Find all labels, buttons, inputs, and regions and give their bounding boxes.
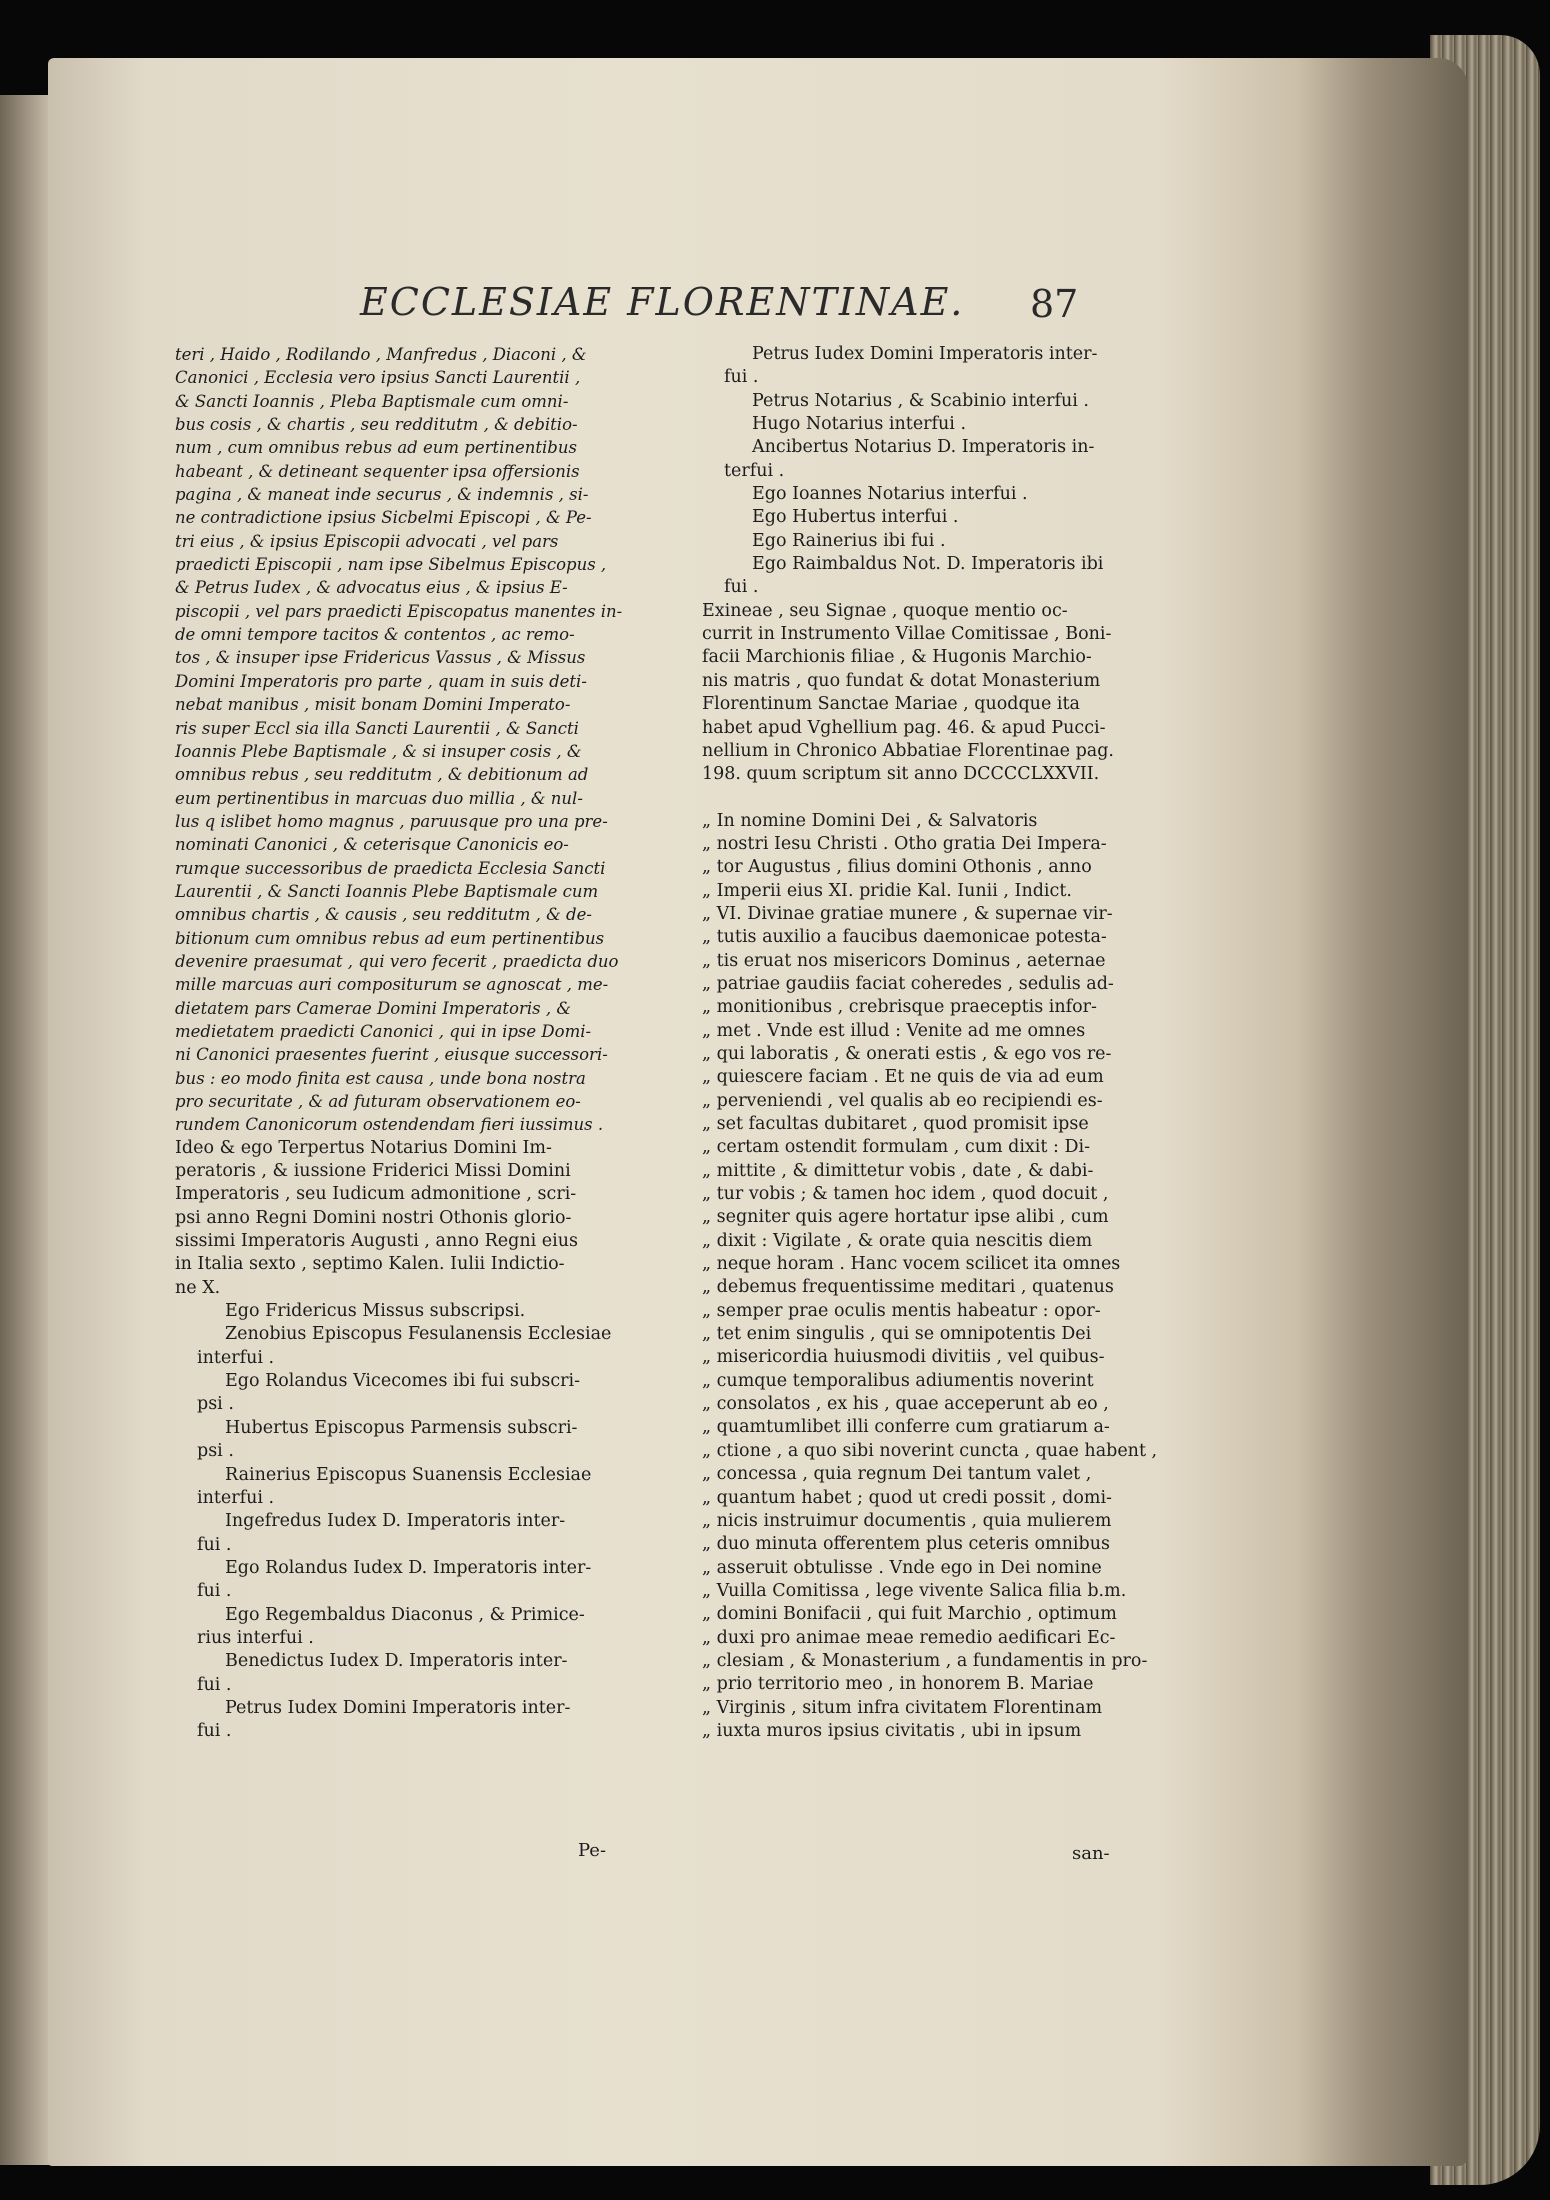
text-line: 198. quum scriptum sit anno DCCCCLXXVII. xyxy=(702,764,1100,785)
text-line: „ domini Bonifacii , qui fuit Marchio , optimum xyxy=(702,1604,1117,1625)
text-line: Ego Regembaldus Diaconus , & Primice- xyxy=(225,1604,585,1625)
text-line: num , cum omnibus rebus ad eum pertinentibus xyxy=(175,438,577,458)
text-line: Imperatoris , seu Iudicum admonitione , scri- xyxy=(175,1184,577,1205)
text-line: ni Canonici praesentes fuerint , eiusque successori- xyxy=(175,1045,608,1065)
text-line: & Petrus Iudex , & advocatus eius , & ipsius E- xyxy=(175,578,568,598)
text-line: pro securitate , & ad futuram observationem eo- xyxy=(175,1092,581,1111)
text-line: „ misericordia huiusmodi divitiis , vel quibus- xyxy=(702,1347,1105,1368)
right-catchword: san- xyxy=(1072,1843,1110,1864)
text-line: piscopii , vel pars praedicti Episcopatus manentes in- xyxy=(175,601,623,621)
text-line: „ neque horam . Hanc vocem scilicet ita omnes xyxy=(702,1254,1121,1275)
text-line: „ perveniendi , vel qualis ab eo recipiendi es- xyxy=(702,1090,1103,1111)
text-line: „ prio territorio meo , in honorem B. Mariae xyxy=(702,1674,1094,1695)
text-line: „ Vuilla Comitissa , lege vivente Salica filia b.m. xyxy=(702,1580,1127,1601)
text-line: pagina , & maneat inde securus , & indemnis , si- xyxy=(175,485,589,505)
text-line: „ mittite , & dimittetur vobis , date , & dabi- xyxy=(702,1160,1094,1181)
text-line: Rainerius Episcopus Suanensis Ecclesiae xyxy=(225,1464,592,1485)
text-line: interfui . xyxy=(197,1347,275,1368)
text-line: Ego Fridericus Missus subscripsi. xyxy=(225,1301,526,1322)
text-line: „ set facultas dubitaret , quod promisit ipse xyxy=(702,1114,1089,1134)
text-line: & Sancti Ioannis , Pleba Baptismale cum omni- xyxy=(175,391,569,411)
text-line: „ duo minuta offerentem plus ceteris omnibus xyxy=(702,1534,1110,1555)
text-line: in Italia sexto , septimo Kalen. Iulii Indictio- xyxy=(175,1254,565,1275)
text-line: Ingefredus Iudex D. Imperatoris inter- xyxy=(225,1511,566,1532)
text-line: Ego Rolandus Vicecomes ibi fui subscri- xyxy=(225,1371,580,1392)
text-line: devenire praesumat , qui vero fecerit , praedicta duo xyxy=(175,951,619,971)
text-line: psi . xyxy=(197,1394,234,1415)
text-line: nebat manibus , misit bonam Domini Imperato- xyxy=(175,695,571,715)
right-column xyxy=(702,343,1157,1743)
text-line: Ego Raimbaldus Not. D. Imperatoris ibi xyxy=(752,554,1104,575)
text-line: „ iuxta muros ipsius civitatis , ubi in ipsum xyxy=(702,1720,1082,1741)
text-line: „ certam ostendit formulam , cum dixit : Di- xyxy=(702,1137,1090,1158)
text-line: „ segniter quis agere hortatur ipse alibi , cum xyxy=(702,1207,1109,1228)
left-catchword: Pe- xyxy=(578,1840,607,1861)
text-line: „ quiescere faciam . Et ne quis de via ad eum xyxy=(702,1067,1104,1088)
text-line: „ tor Augustus , filius domini Othonis , anno xyxy=(702,857,1092,878)
text-line: „ duxi pro animae meae remedio aedificari Ec- xyxy=(702,1627,1116,1648)
text-line: Petrus Iudex Domini Imperatoris inter- xyxy=(752,344,1098,364)
text-line: currit in Instrumento Villae Comitissae , Boni- xyxy=(702,624,1112,645)
text-line: bus cosis , & chartis , seu redditutm , & debitio- xyxy=(175,415,578,435)
text-line: Florentinum Sanctae Mariae , quodque ita xyxy=(702,694,1080,715)
left-column xyxy=(175,343,640,1744)
text-line: fui . xyxy=(197,1674,232,1695)
text-line: „ qui laboratis , & onerati estis , & ego vos re- xyxy=(702,1043,1112,1064)
text-line: Laurentii , & Sancti Ioannis Plebe Baptismale cum xyxy=(175,881,599,901)
text-line: „ ctione , a quo sibi noverint cuncta , quae habent , xyxy=(702,1440,1158,1461)
text-line: psi . xyxy=(197,1441,234,1462)
text-line: mille marcuas auri compositurum se agnoscat , me- xyxy=(175,975,609,995)
text-line: „ asseruit obtulisse . Vnde ego in Dei nomine xyxy=(702,1557,1102,1578)
text-line: „ VI. Divinae gratiae munere , & supernae vir- xyxy=(702,903,1113,924)
text-line: „ nicis instruimur documentis , quia mulierem xyxy=(702,1510,1112,1531)
text-line: tos , & insuper ipse Fridericus Vassus , & Missus xyxy=(175,648,586,668)
text-line: Petrus Notarius , & Scabinio interfui . xyxy=(752,390,1089,411)
text-line: terfui . xyxy=(724,460,785,481)
text-line: omnibus rebus , seu redditutm , & debitionum ad xyxy=(175,765,589,785)
text-line: „ debemus frequentissime meditari , quatenus xyxy=(702,1277,1114,1298)
text-line: „ dixit : Vigilate , & orate quia nescitis diem xyxy=(702,1230,1093,1251)
text-line: nellium in Chronico Abbatiae Florentinae pag. xyxy=(702,740,1114,761)
text-line: Hubertus Episcopus Parmensis subscri- xyxy=(225,1417,578,1438)
text-line: praedicti Episcopii , nam ipse Sibelmus Episcopus , xyxy=(175,555,607,575)
text-line: „ concessa , quia regnum Dei tantum valet , xyxy=(702,1464,1092,1485)
text-line: tri eius , & ipsius Episcopii advocati , vel pars xyxy=(175,531,559,551)
text-line: bus : eo modo finita est causa , unde bona nostra xyxy=(175,1068,586,1088)
text-line: „ Imperii eius XI. pridie Kal. Iunii , Indict. xyxy=(702,880,1072,901)
text-line: rundem Canonicorum ostendendam fieri iussimus . xyxy=(175,1115,604,1135)
text-line: „ In nomine Domini Dei , & Salvatoris xyxy=(702,810,1038,831)
text-line: bitionum cum omnibus rebus ad eum pertinentibus xyxy=(175,928,605,948)
text-line: Ego Hubertus interfui . xyxy=(752,507,959,528)
text-line: fui . xyxy=(197,1721,232,1742)
text-line: sissimi Imperatoris Augusti , anno Regni eius xyxy=(175,1231,578,1252)
text-line: ne contradictione ipsius Sicbelmi Episcopi , & Pe- xyxy=(175,508,592,528)
text-line: ne X. xyxy=(175,1277,221,1298)
text-line: Ego Ioannes Notarius interfui . xyxy=(752,484,1028,505)
text-line: nominati Canonici , & ceterisque Canonicis eo- xyxy=(175,835,569,855)
text-line: Ego Rolandus Iudex D. Imperatoris inter- xyxy=(225,1557,592,1578)
text-line: „ quantum habet ; quod ut credi possit , domi- xyxy=(702,1487,1112,1508)
text-line: dietatem pars Camerae Domini Imperatoris , & xyxy=(175,998,572,1018)
text-line: „ cumque temporalibus adiumentis noverint xyxy=(702,1370,1094,1391)
text-line: „ tet enim singulis , qui se omnipotentis Dei xyxy=(702,1324,1092,1345)
text-line: Petrus Iudex Domini Imperatoris inter- xyxy=(225,1697,571,1718)
text-line: habeant , & detineant sequenter ipsa offersionis xyxy=(175,461,580,481)
text-line: „ monitionibus , crebrisque praeceptis infor- xyxy=(702,997,1097,1018)
text-line: Ancibertus Notarius D. Imperatoris in- xyxy=(752,437,1095,458)
text-line: medietatem praedicti Canonici , qui in ipse Domi- xyxy=(175,1021,592,1041)
text-line: facii Marchionis filiae , & Hugonis Marchio- xyxy=(702,647,1092,668)
text-line: „ clesiam , & Monasterium , a fundamentis in pro- xyxy=(702,1650,1148,1671)
text-line: omnibus chartis , & causis , seu redditutm , & de- xyxy=(175,905,592,925)
text-line: fui . xyxy=(724,577,759,598)
text-line: „ tur vobis ; & tamen hoc idem , quod docuit , xyxy=(702,1184,1109,1205)
text-line: Canonici , Ecclesia vero ipsius Sancti Laurentii , xyxy=(175,368,581,388)
text-line: psi anno Regni Domini nostri Othonis glorio- xyxy=(175,1207,572,1228)
text-line: peratoris , & iussione Friderici Missi Domini xyxy=(175,1161,571,1182)
text-line: „ nostri Iesu Christi . Otho gratia Dei Impera- xyxy=(702,833,1107,854)
text-line: „ tutis auxilio a faucibus daemonicae potesta- xyxy=(702,927,1107,948)
text-line: „ Virginis , situm infra civitatem Florentinam xyxy=(702,1697,1103,1718)
text-line: de omni tempore tacitos & contentos , ac remo- xyxy=(175,625,575,645)
text-line: rumque successoribus de praedicta Ecclesia Sancti xyxy=(175,858,606,878)
text-line: ris super Eccl sia illa Sancti Laurentii , & Sancti xyxy=(175,718,579,738)
text-line: nis matris , quo fundat & dotat Monasterium xyxy=(702,670,1101,691)
text-line xyxy=(702,787,1157,810)
text-line: lus q islibet homo magnus , paruusque pro una pre- xyxy=(175,811,608,831)
text-line: Ego Rainerius ibi fui . xyxy=(752,530,946,551)
text-line: „ consolatos , ex his , quae acceperunt ab eo , xyxy=(702,1394,1109,1415)
running-head: ECCLESIAE FLORENTINAE. xyxy=(360,280,965,324)
text-line: Hugo Notarius interfui . xyxy=(752,414,967,435)
text-line: Exineae , seu Signae , quoque mentio oc- xyxy=(702,600,1068,621)
text-line: fui . xyxy=(197,1534,232,1555)
page-number: 87 xyxy=(1030,282,1079,326)
text-line: Benedictus Iudex D. Imperatoris inter- xyxy=(225,1651,568,1672)
text-line: „ quamtumlibet illi conferre cum gratiarum a- xyxy=(702,1417,1110,1438)
text-line: eum pertinentibus in marcuas duo millia , & nul- xyxy=(175,788,583,808)
text-line: interfui . xyxy=(197,1487,275,1508)
text-line: Ioannis Plebe Baptismale , & si insuper cosis , & xyxy=(175,741,582,761)
text-line: „ tis eruat nos misericors Dominus , aeternae xyxy=(702,950,1106,971)
text-line: Zenobius Episcopus Fesulanensis Ecclesiae xyxy=(225,1324,612,1345)
text-line: Domini Imperatoris pro parte , quam in suis deti- xyxy=(175,671,587,691)
text-line: fui . xyxy=(197,1581,232,1602)
text-line: habet apud Vghellium pag. 46. & apud Pucci- xyxy=(702,717,1106,738)
text-line: Ideo & ego Terpertus Notarius Domini Im- xyxy=(175,1137,552,1158)
text-line: rius interfui . xyxy=(197,1627,314,1648)
text-line: „ met . Vnde est illud : Venite ad me omnes xyxy=(702,1020,1086,1041)
text-line: „ semper prae oculis mentis habeatur : opor- xyxy=(702,1300,1101,1321)
text-line: fui . xyxy=(724,367,759,388)
text-line: „ patriae gaudiis faciat coheredes , sedulis ad- xyxy=(702,973,1114,994)
left-page-edge xyxy=(0,95,55,2165)
text-line: teri , Haido , Rodilando , Manfredus , Diaconi , & xyxy=(175,345,587,364)
